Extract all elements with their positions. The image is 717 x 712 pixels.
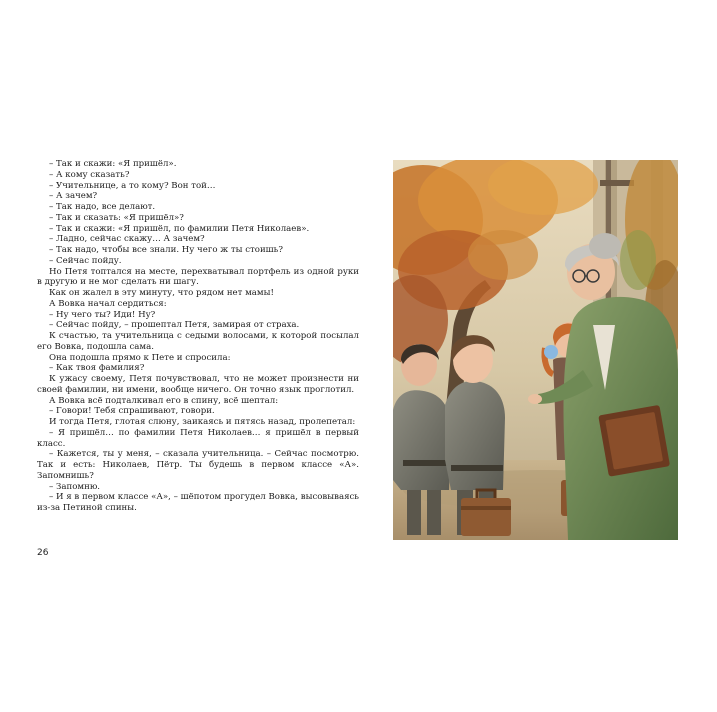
paragraph: – Говори! Тебя спрашивают, говори. <box>49 406 215 417</box>
paragraph: Она подошла прямо к Пете и спросила: <box>49 352 231 363</box>
paragraph: Но Петя топтался на месте, перехватывал портфель из одной руки в другую и не мог сделать ни шагу. <box>37 266 359 288</box>
paragraph: – Запомню. <box>49 481 101 492</box>
paragraph: А Вовка начал сердиться: <box>49 298 167 309</box>
paragraph: – Так и скажи: «Я пришёл, по фамилии Петя Николаев». <box>49 223 310 234</box>
paragraph: А Вовка всё подталкивал его в спину, всё шептал: <box>49 395 279 406</box>
story-text <box>37 159 359 514</box>
paragraph: И тогда Петя, глотая слюну, заикаясь и пятясь назад, пролепетал: <box>49 417 356 427</box>
paragraph: К счастью, та учительница с седыми волосами, к которой посылал его Вовка, подошла сама. <box>37 331 359 352</box>
paragraph: – Ну чего ты? Иди! Ну? <box>49 309 156 320</box>
paragraph: – И я в первом классе «А», – шёпотом прогудел Вовка, высовываясь из-за Петиной спины. <box>37 492 359 513</box>
illustration <box>393 160 678 540</box>
paragraph: – Сейчас пойду. <box>49 255 122 266</box>
paragraph: Как он жалел в эту минуту, что рядом нет мамы! <box>49 288 274 298</box>
paragraph: – Так надо, чтобы все знали. Ну чего ж ты стоишь? <box>49 245 283 255</box>
paragraph: – Я пришёл… по фамилии Петя Николаев… я пришёл в первый класс. <box>37 427 359 449</box>
paragraph: – Так и скажи: «Я пришёл». <box>49 159 177 169</box>
paragraph: – Сейчас пойду, – прошептал Петя, замирая от страха. <box>49 320 300 331</box>
paragraph: – Как твоя фамилия? <box>49 363 145 374</box>
paragraph: – Так надо, все делают. <box>49 202 156 212</box>
paragraph: – А кому сказать? <box>49 169 130 180</box>
page-number: 26 <box>37 548 49 558</box>
paragraph: – Ладно, сейчас скажу… А зачем? <box>49 234 205 245</box>
paragraph: – Кажется, ты у меня, – сказала учительница. – Сейчас посмотрю. Так и есть: Николаев, Пётр. Ты будешь в первом классе «А». Запомнишь? <box>37 449 359 481</box>
paragraph: – Учительнице, а то кому? Вон той… <box>49 180 216 191</box>
paragraph: – А зачем? <box>49 191 98 202</box>
paragraph: К ужасу своему, Петя почувствовал, что не может произнести ни своей фамилии, ни имени, вообще ничего. Он точно язык проглотил. <box>37 374 359 395</box>
paragraph: – Так и сказать: «Я пришёл»? <box>49 212 184 223</box>
